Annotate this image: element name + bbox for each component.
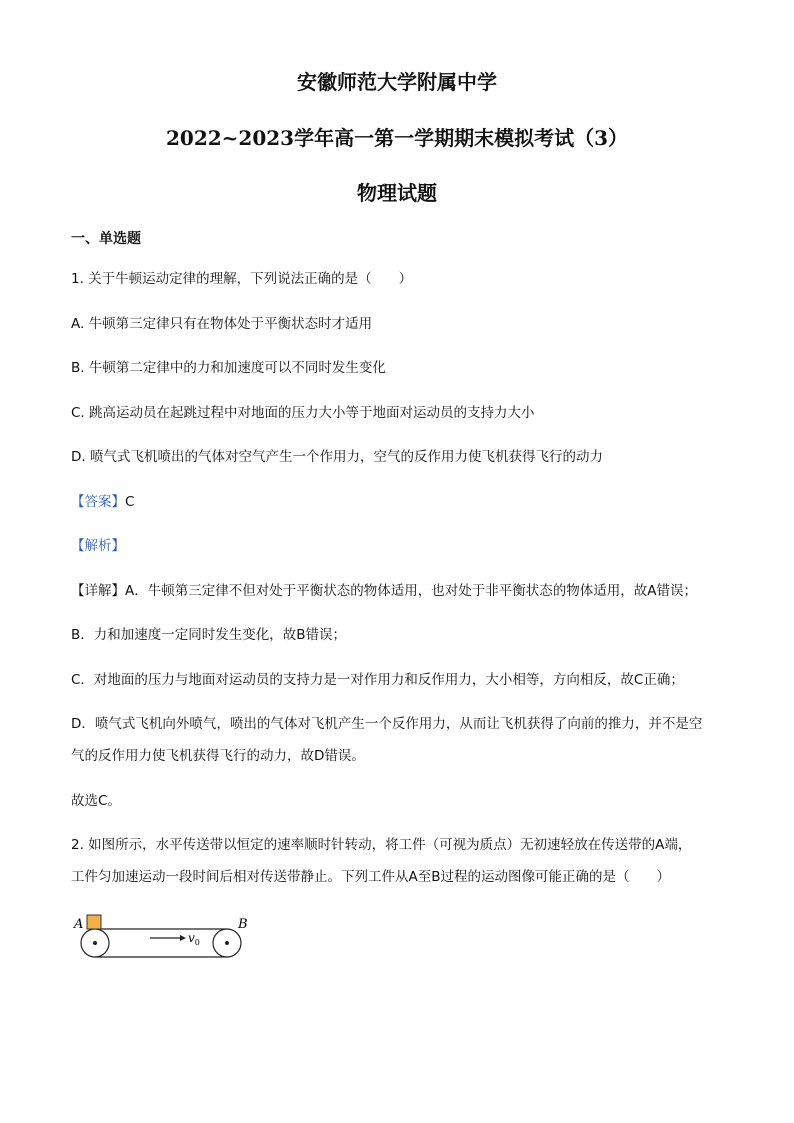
question-2-stem-line-1: 2. 如图所示，水平传送带以恒定的速率顺时针转动，将工件（可视为质点）无初速轻放在传送带的A端， <box>71 837 692 853</box>
point-a-label: A <box>74 917 84 932</box>
question-1-option-b: B. 牛顿第二定律中的力和加速度可以不同时发生变化 <box>71 360 386 376</box>
answer-line <box>71 493 731 511</box>
left-axle <box>93 941 97 945</box>
question-1-option-c: C. 跳高运动员在起跳过程中对地面的压力大小等于地面对运动员的支持力大小 <box>71 405 535 421</box>
answer-value: C <box>125 494 135 510</box>
workpiece-block <box>87 915 101 929</box>
detail-line-c: C．对地面的压力与地面对运动员的支持力是一对作用力和反作用力，大小相等，方向相反，故C正确； <box>71 672 684 688</box>
conclusion-line: 故选C。 <box>71 793 121 809</box>
question-1-option-d: D. 喷气式飞机喷出的气体对空气产生一个作用力，空气的反作用力使飞机获得飞行的动力 <box>71 449 603 465</box>
point-b-label: B <box>238 917 248 932</box>
detail-line-d-continued: 气的反作用力使飞机获得飞行的动力，故D错误。 <box>71 748 365 764</box>
conveyor-belt-diagram <box>72 910 252 962</box>
question-1-stem: 1. 关于牛顿运动定律的理解，下列说法正确的是（ ） <box>71 271 413 287</box>
velocity-arrowhead <box>180 935 186 941</box>
section-heading: 一、单选题 <box>71 231 141 247</box>
answer-tag: 【答案】 <box>71 494 125 510</box>
question-2-stem-line-2: 工件匀加速运动一段时间后相对传送带静止。下列工件从A至B过程的运动图像可能正确的是（ ） <box>71 869 670 885</box>
subject-title: 物理试题 <box>357 181 437 205</box>
exam-title: 2022~2023学年高一第一学期期末模拟考试（3） <box>165 126 628 150</box>
analysis-tag: 【解析】 <box>71 538 125 554</box>
velocity-subscript: 0 <box>194 938 200 947</box>
question-1-option-a: A. 牛顿第三定律只有在物体处于平衡状态时才适用 <box>71 316 373 332</box>
school-title: 安徽师范大学附属中学 <box>297 70 497 94</box>
detail-tag: 【详解】 <box>71 583 125 599</box>
detail-line-b: B．力和加速度一定同时发生变化，故B错误； <box>71 627 347 643</box>
velocity-label <box>188 931 200 947</box>
detail-text-a: A．牛顿第三定律不但对处于平衡状态的物体适用，也对处于非平衡状态的物体适用，故A错误； <box>125 583 697 599</box>
velocity-symbol: v <box>188 931 195 945</box>
detail-line-d: D．喷气式飞机向外喷气，喷出的气体对飞机产生一个反作用力，从而让飞机获得了向前的推力，并不是空 <box>71 716 703 732</box>
detail-line-a <box>71 582 731 600</box>
right-axle <box>225 941 229 945</box>
